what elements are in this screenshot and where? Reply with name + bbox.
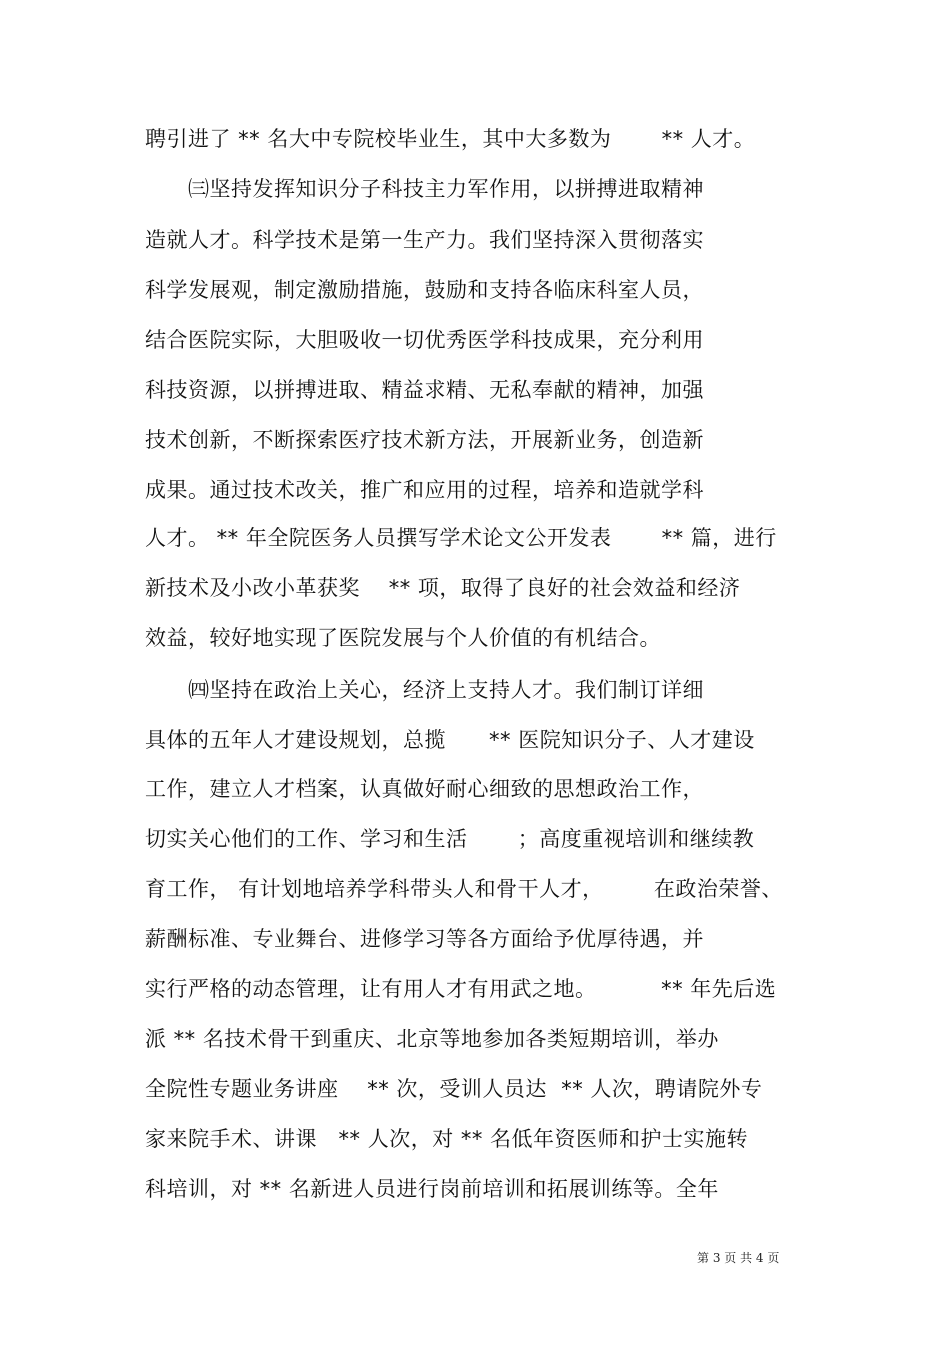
- text-line-5: 结合医院实际，大胆吸收一切优秀医学科技成果，充分利用: [145, 328, 704, 352]
- text-line-14: 工作，建立人才档案，认真做好耐心细致的思想政治工作，: [145, 777, 704, 801]
- text-line-10: 新技术及小改小革获奖 ** 项，取得了良好的社会效益和经济: [145, 576, 741, 600]
- text-line-11: 效益，较好地实现了医院发展与个人价值的有机结合。: [145, 626, 661, 650]
- text-line-8: 成果。通过技术改关，推广和应用的过程，培养和造就学科: [145, 478, 704, 502]
- text-line-9: 人才。 ** 年全院医务人员撰写学术论文公开发表 ** 篇，进行: [145, 526, 777, 550]
- text-line-21: 家来院手术、讲课 ** 人次，对 ** 名低年资医师和护士实施转: [145, 1127, 749, 1151]
- text-line-12: ㈣坚持在政治上关心，经济上支持人才。我们制订详细: [188, 678, 704, 702]
- text-line-13: 具体的五年人才建设规划，总揽 ** 医院知识分子、人才建设: [145, 728, 755, 752]
- page-number-footer: 第 3 页 共 4 页: [697, 1251, 780, 1265]
- text-line-16: 育工作， 有计划地培养学科带头人和骨干人才， 在政治荣誉、: [145, 877, 783, 901]
- text-line-17: 薪酬标准、专业舞台、进修学习等各方面给予优厚待遇，并: [145, 927, 704, 951]
- text-line-3: 造就人才。科学技术是第一生产力。我们坚持深入贯彻落实: [145, 228, 704, 252]
- text-line-18: 实行严格的动态管理，让有用人才有用武之地。 ** 年先后选: [145, 977, 777, 1001]
- text-line-22: 科培训，对 ** 名新进人员进行岗前培训和拓展训练等。全年: [145, 1177, 719, 1201]
- text-line-6: 科技资源，以拼搏进取、精益求精、无私奉献的精神，加强: [145, 378, 704, 402]
- text-line-4: 科学发展观，制定激励措施，鼓励和支持各临床科室人员，: [145, 278, 704, 302]
- text-line-7: 技术创新，不断探索医疗技术新方法，开展新业务，创造新: [145, 428, 704, 452]
- text-line-19: 派 ** 名技术骨干到重庆、北京等地参加各类短期培训，举办: [145, 1027, 719, 1051]
- text-line-20: 全院性专题业务讲座 ** 次，受训人员达 ** 人次，聘请院外专: [145, 1077, 763, 1101]
- text-line-15: 切实关心他们的工作、学习和生活 ；高度重视培训和继续教: [145, 827, 755, 851]
- text-line-1: 聘引进了 ** 名大中专院校毕业生，其中大多数为 ** 人才。: [145, 127, 756, 151]
- text-line-2: ㈢坚持发挥知识分子科技主力军作用，以拼搏进取精神: [188, 177, 704, 201]
